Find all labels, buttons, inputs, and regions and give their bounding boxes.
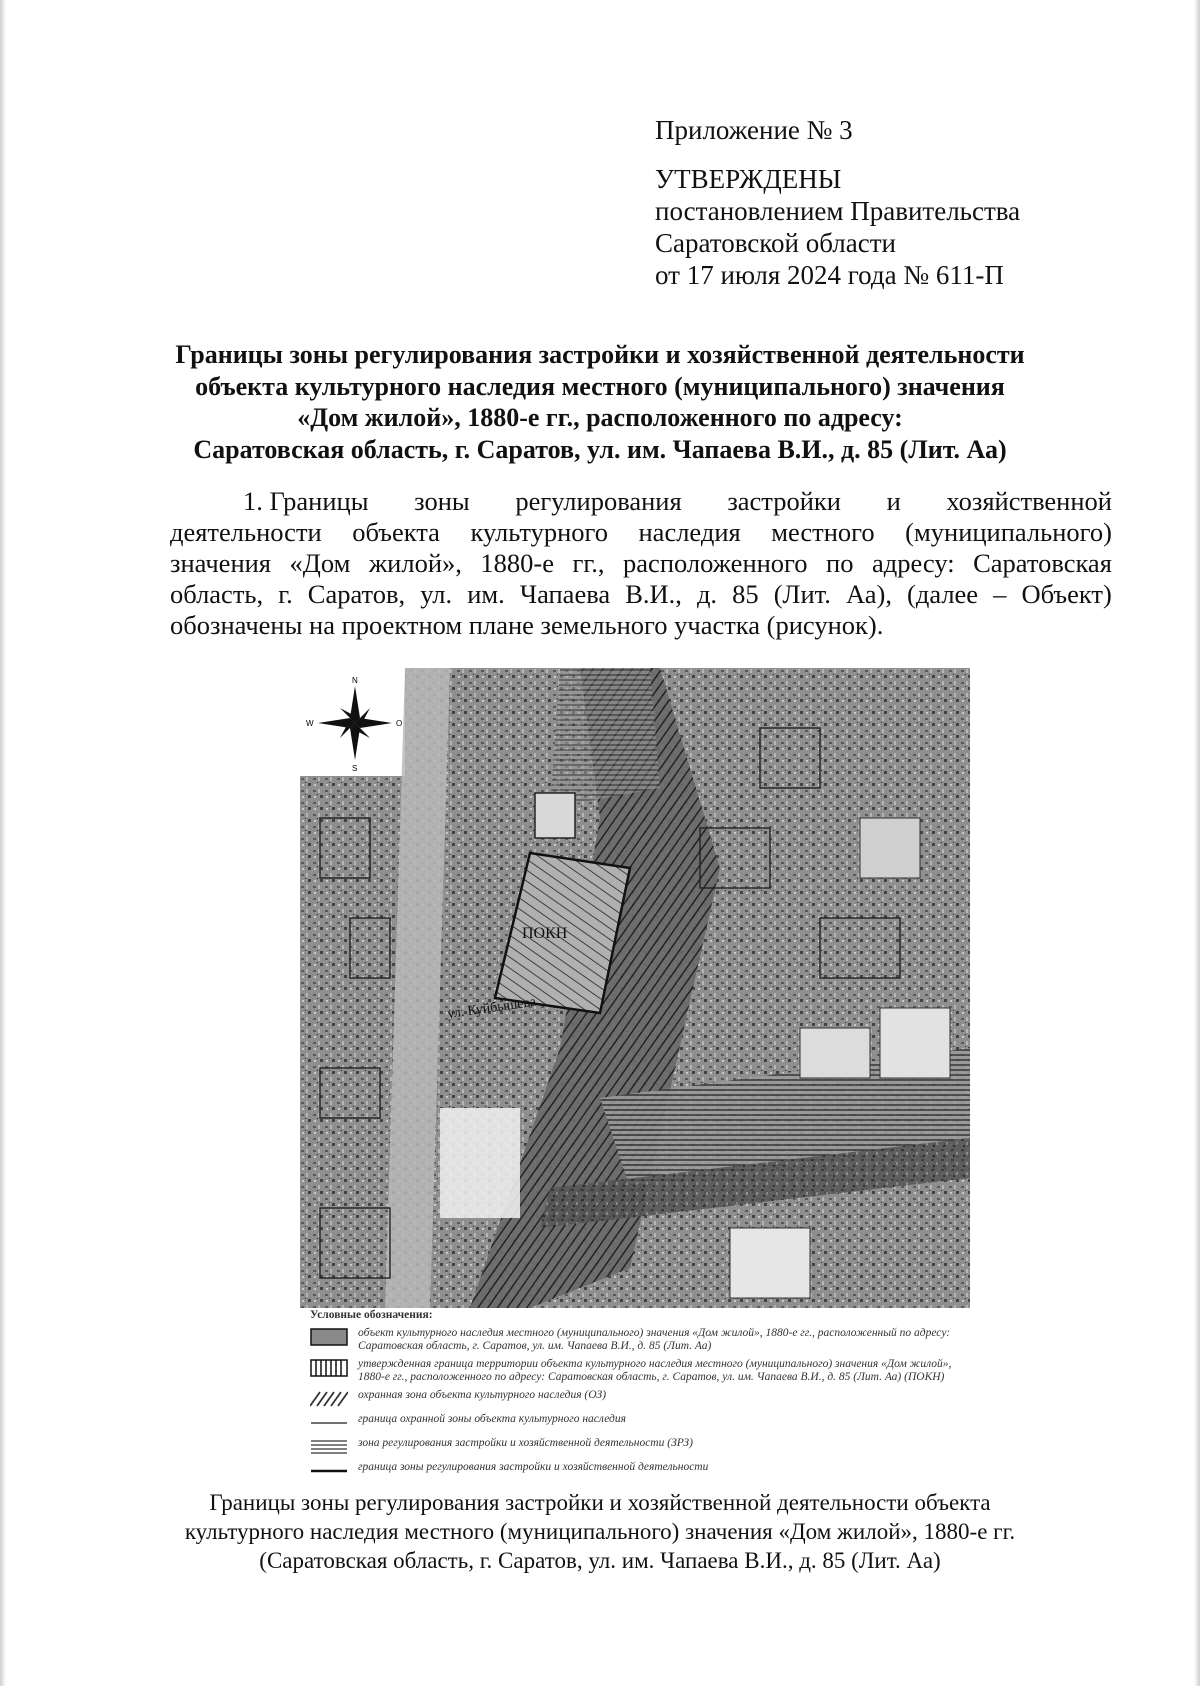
paragraph-word: Аа), — [845, 579, 892, 609]
paragraph-word: 85 — [732, 579, 759, 609]
figure-caption — [120, 1488, 1080, 1575]
legend-text-territory: утвержденная граница территории объекта культурного наследия местного (муниципального) значения «Дом жилой», 1880-е гг., расположенного по адресу: Саратовская область, г. Саратов, ул. им. Чапаева В.И., д. 85 (Лит. Аа) (ПОКН) — [358, 1358, 952, 1383]
paragraph-word: и — [886, 486, 901, 516]
compass-n: N — [352, 676, 358, 685]
paragraph-word: 1880-е — [480, 548, 555, 578]
paragraph-word: наследия — [638, 517, 741, 547]
legend-row-oz-boundary — [310, 1413, 960, 1432]
paragraph-word: область, — [170, 579, 264, 609]
title-line-4: Саратовская область, г. Саратов, ул. им. Чапаева В.И., д. 85 (Лит. Аа) — [193, 434, 1007, 464]
paragraph-word: (далее — [907, 579, 979, 609]
paragraph-word: регулирования — [515, 486, 682, 516]
paragraph-word: – — [993, 579, 1007, 609]
legend-row-object — [310, 1327, 960, 1353]
paragraph-word: жилой», — [368, 548, 462, 578]
paragraph-line-4 — [170, 579, 1112, 610]
legend-swatch-oz-icon — [310, 1390, 348, 1408]
legend-text-object: объект культурного наследия местного (муниципального) значения «Дом жилой», 1880-е гг., расположенный по адресу: Саратовская область, г. Саратов, ул. им. Чапаева В.И., д. 85 (Лит. Аа) — [358, 1327, 951, 1352]
paragraph-word: «Дом — [289, 548, 351, 578]
legend-row-zrz-boundary — [310, 1461, 960, 1480]
caption-line-1: Границы зоны регулирования застройки и хозяйственной деятельности объекта — [209, 1490, 991, 1515]
approved-heading: УТВЕРЖДЕНЫ — [655, 164, 842, 194]
caption-line-3: (Саратовская область, г. Саратов, ул. им. Чапаева В.И., д. 85 (Лит. Аа) — [259, 1548, 941, 1573]
paragraph-word: (муниципального) — [905, 517, 1112, 547]
paragraph-word: местного — [771, 517, 875, 547]
legend-text-oz: охранная зона объекта культурного наследия (ОЗ) — [358, 1389, 607, 1401]
map-image — [300, 668, 970, 1308]
caption-line-2: культурного наследия местного (муниципального) значения «Дом жилой», 1880-е гг. — [184, 1519, 1016, 1544]
scan-edge-left — [0, 0, 6, 1686]
paragraph-word: им. — [467, 579, 505, 609]
map-zone-code-label: ПОКН — [522, 925, 568, 942]
paragraph-word: по — [826, 548, 854, 578]
paragraph-word: застройки — [727, 486, 841, 516]
paragraph-word: адресу: — [871, 548, 955, 578]
paragraph-word: г. — [278, 579, 293, 609]
paragraph-word: культурного — [470, 517, 608, 547]
legend-text-zrz: зона регулирования застройки и хозяйственной деятельности (ЗРЗ) — [358, 1437, 693, 1449]
map-legend — [310, 1309, 960, 1485]
title-line-2: объекта культурного наследия местного (муниципального) значения — [195, 371, 1005, 401]
legend-swatch-zrz-boundary-icon — [310, 1462, 348, 1480]
paragraph-word: значения — [170, 548, 271, 578]
legend-swatch-object-icon — [310, 1328, 348, 1346]
paragraph-line-3 — [170, 548, 1112, 579]
document-title — [120, 339, 1080, 465]
legend-row-oz — [310, 1389, 960, 1408]
map-street-label: ул. Куйбышева — [446, 994, 537, 1022]
legend-text-zrz-boundary: граница зоны регулирования застройки и хозяйственной деятельности — [358, 1461, 709, 1473]
paragraph-word: гг., — [572, 548, 605, 578]
legend-title: Условные обозначения: — [310, 1309, 433, 1321]
approval-line-3: от 17 июля 2024 года № 611-П — [655, 260, 1004, 290]
paragraph-word: Объект) — [1021, 579, 1112, 609]
paragraph-line-2 — [170, 517, 1112, 548]
paragraph-word: 1. Границы — [243, 486, 369, 516]
paragraph-word: расположенного — [623, 548, 808, 578]
title-line-3: «Дом жилой», 1880-е гг., расположенного по адресу: — [297, 403, 903, 432]
approval-line-2: Саратовской области — [655, 228, 896, 258]
paragraph-word: зоны — [414, 486, 470, 516]
legend-swatch-zrz-icon — [310, 1438, 348, 1456]
paragraph-line-1 — [170, 486, 1112, 517]
paragraph-word: В.И., — [625, 579, 682, 609]
compass-e: O — [396, 719, 403, 728]
scan-edge-right — [1194, 0, 1200, 1686]
title-line-1: Границы зоны регулирования застройки и хозяйственной деятельности — [175, 340, 1025, 369]
body-paragraph — [170, 486, 1112, 641]
appendix-label: Приложение № 3 — [655, 115, 853, 145]
approval-line-1: постановлением Правительства — [655, 196, 1021, 226]
paragraph-word: д. — [696, 579, 718, 609]
paragraph-word: Чапаева — [519, 579, 611, 609]
legend-swatch-oz-boundary-icon — [310, 1414, 348, 1432]
paragraph-word: Саратов, — [307, 579, 406, 609]
legend-row-zrz — [310, 1437, 960, 1456]
compass-w: W — [306, 719, 314, 728]
paragraph-word: хозяйственной — [946, 486, 1112, 516]
paragraph-word: объекта — [352, 517, 440, 547]
paragraph-word: ул. — [420, 579, 453, 609]
legend-text-oz-boundary: граница охранной зоны объекта культурного наследия — [358, 1413, 626, 1425]
legend-swatch-territory-icon — [310, 1359, 348, 1377]
legend-row-territory — [310, 1358, 960, 1384]
paragraph-word: (Лит. — [773, 579, 831, 609]
approval-block — [655, 113, 1175, 291]
paragraph-word: деятельности — [170, 517, 322, 547]
compass-s: S — [352, 764, 358, 773]
paragraph-line-5: обозначены на проектном плане земельного участка (рисунок). — [170, 610, 884, 640]
paragraph-word: Саратовская — [973, 548, 1112, 578]
